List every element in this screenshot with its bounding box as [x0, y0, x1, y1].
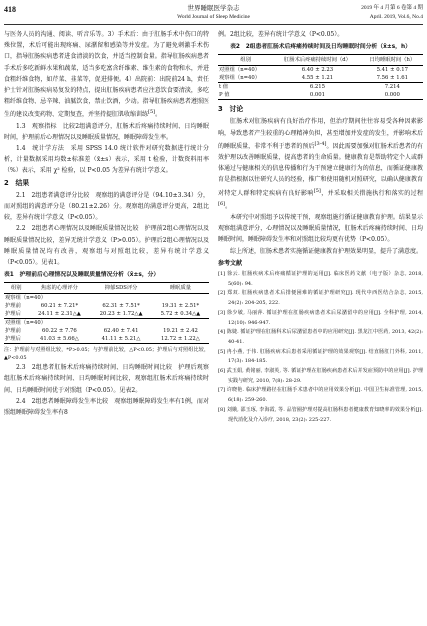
table-row: 护理前 60.22 ± 7.76 62.40 ± 7.41 19.21 ± 2.42 [5, 328, 198, 335]
right-column [218, 29, 423, 425]
reference-item: [5] 冉小燕, 于伟. 肛肠疾病术后患者采用循证护理的效果观察[J]. 结直肠肛门外科, 2011, 17(3): 184-185. [218, 348, 423, 365]
table-header: 组别 [4, 283, 29, 294]
reference-item: [3] 徐少敏, 马丽萍. 循证护理在肛肠疾病患者术后尿潴留中的应用[J]. 全科护理, 2014, 12(10): 946-947. [218, 309, 423, 326]
issue-date-cn: 2019 年 4 月第 6 卷第 4 期 [361, 5, 423, 11]
table-row: 对照组（n=40） 6.40 ± 2.23 5.41 ± 0.17 [219, 67, 409, 74]
table-row: t 值 6.215 7.214 [218, 83, 423, 92]
table-header: 肛肠术后疼痛持续时间（d） [273, 55, 361, 66]
reference-item: [4] 陈婕. 循证护理在肛肠科术后尿潴留患者中的应用研究[J]. 黑龙江中医药, 2013, 42(2): 40-41. [218, 329, 423, 345]
table-1 [4, 282, 209, 344]
page-number: 418 [4, 5, 16, 14]
reference-item: [1] 徐云. 肛肠疾病术后疼痛循证护理的运用[J]. 临床医药文献（电子版）杂志, 2018, 5(60): 94. [218, 271, 423, 287]
references-title: 参考文献 [218, 259, 243, 267]
discussion-paragraph-2: 本研究中对照组予以传统干预，观察组施行循证健康教育护理。结果显示观察组满意评分，心理情况以及睡眠质量情况，肛肠术后疼痛持续时间、日均睡眠时间，睡眠障碍发生率和对照组比较均更有优势（P<0.05）。 [218, 214, 423, 244]
paragraph-nursing-care: 与医务人员的沟通、阅读、听音乐等。3）手术后：由于肛肠手术中伤口的特殊位置，术后可能出现疼痛、尿潴留和感染等并发症。为了避免刺激手术伤口，指导肛肠疾病患者进食清淡的饮食，并适当控制食量。指导肛肠疾病患者手术后多吃新鲜水果和蔬菜，适当多吃富含纤维素、维生素的食物和水，并进食粗纤维食物，如芹菜、韭菜等，促进排便。4）出院前：出院前24 h，责任护士针对肛肠疾病易复发的特点，提出肛肠疾病患者应注意饮食要清淡，多吃粗纤维食物、忌辛辣、油腻饮食，禁止饮酒，少动。指导肛肠疾病患者遵照医生的建议改变药物、定期复查，并坚持提肛肌收缩训练[5]。 [4, 31, 209, 119]
table-header: 睡眠质量 [152, 283, 209, 294]
section-2-4-continued: 例。2组比较，差异有统计学意义（P<0.05）。 [218, 31, 344, 38]
table-group-label: 对照组（n=40） [4, 319, 209, 328]
table-2 [218, 54, 423, 100]
table-row: 护理后 24.11 ± 2.31△▲ 20.23 ± 1.72△▲ 5.72 ± 0.34△▲ [5, 311, 201, 318]
issue-info [361, 4, 423, 22]
table-row: 护理前 60.21 ± 7.21* 62.31 ± 7.51* 19.31 ± 2.51* [5, 303, 200, 310]
section-heading-results: 2 结果 [4, 178, 30, 187]
table-header: 焦虑的心理评分 [29, 283, 91, 294]
journal-title-cn: 世界睡眠医学杂志 [187, 4, 240, 12]
issue-date-en: April. 2019, Vol.6, No.4 [369, 14, 423, 20]
reference-list [218, 270, 423, 425]
table-2-title: 表2 2组患者肛肠术后疼痛持续时间及日均睡眠时间分析（x̄±s，h） [230, 44, 411, 51]
section-1-3: 1.3 观察指标 比较2组满意评分，肛肠术后疼痛持续时间、日均睡眠时间，护理前后心理情况以及睡眠质量情况，睡眠障碍发生率。 [4, 122, 209, 141]
table-row: 护理后 41.03 ± 5.66△ 41.11 ± 5.21△ 12.72 ± 1.22△ [5, 336, 200, 343]
section-2-1: 2.1 2组患者满意评分比较 观察组的满意评分是（94.10±3.34）分，而对照组的满意评分是（80.21±2.26）分。观察组的满意评分更高，2组比较，差异有统计学意义（P<0.05）。 [4, 191, 209, 222]
table-header: 抑郁SDS评分 [90, 283, 152, 294]
section-heading-discussion: 3 讨论 [218, 105, 244, 114]
table-row: P 值 0.001 0.000 [219, 92, 400, 99]
table-header: 日均睡眠时间（h） [362, 55, 423, 66]
table-row: 观察组（n=40） 4.55 ± 1.21 7.56 ± 1.61 [219, 75, 409, 82]
section-2-4: 2.4 2组患者睡眠障碍发生率比较 观察组睡眠障碍发生率有1例，而对照组睡眠障碍发生率有8 [4, 397, 209, 417]
reference-item: [7] 许晓艳. 临床护理路径在肛肠手术患者中的应用效果分析[J]. 中国卫生标准管理, 2015, 6(18): 259-260. [218, 387, 423, 404]
table-1-note: 注：护理前与对照组比较，*P>0.05；与护理前比较，△P<0.05；护理后与对照组比较，▲P<0.05 [4, 347, 209, 362]
journal-title-en: World Journal of Sleep Medicine [177, 14, 250, 20]
section-1-4: 1.4 统计学方法 采用 SPSS 14.0 统计软件对研究数据进行统计分析，计量数据采用均数±标准差（x̄±s）表示，采用 t 检验，计数资料用率（%）表示，采用 χ² 检验，以 P<0.05 为差异有统计学意义。 [4, 145, 209, 175]
reference-item: [2] 郑双. 肛肠疾病患者术后排便困难的循证护理研究[J]. 现代中西医结合杂志, 2015, 24(2): 204-205, 222. [218, 290, 423, 307]
reference-item: [8] 刘娥, 邵玉琢, 李海霞, 等. 品管圈护理对提高肛肠科患者健康教育知晓率的效果分析[J]. 现代消化及介入诊疗, 2018, 23(2): 225-227. [218, 406, 423, 423]
table-1-title: 表1 护理前后心理情况以及睡眠质量情况分析（x̄±s，分） [4, 272, 160, 279]
reference-item: [6] 武玉娟, 黄铭丽, 李淑英, 等. 循证护理在肛肠疾病患者术后并发症预防中的应用[J]. 护理实践与研究, 2010, 7(8): 28-29. [218, 368, 423, 384]
page-header [4, 3, 423, 25]
discussion-paragraph-3: 综上所述，肛肠术患者实施循证健康教育护理效果明显，提升了满意度。 [230, 247, 423, 255]
left-column [4, 29, 209, 418]
section-2-2: 2.2 2组患者心理情况以及睡眠质量情况比较 护理前2组心理情况以及睡眠质量情况比较，差异无统计学意义（P>0.05）。护理后2组心理情况以及睡眠质量情况均有改善，观察组与对照组比较，差异有统计学意义（P<0.05）。见表1。 [4, 225, 209, 267]
table-group-label: 观察组（n=40） [5, 295, 47, 302]
table-header: 组别 [218, 55, 273, 66]
section-2-3: 2.3 2组患者肛肠术后疼痛持续时间、日均睡眠时间比较 护理后观察组肛肠术后疼痛持续时间、日均睡眠时间比较，观察组肛肠术后疼痛持续时间、日均睡眠时间优于对照组（P<0.05）。见表2。 [4, 364, 209, 394]
discussion-paragraph-1: 肛肠术对肛肠疾病有良好治疗作用，但治疗期间往往容易受各种因素影响，导致患者产生较重的心理精神负担，甚至增加并发症的发生，并影响术后的睡眠质量，非常不利于患者的预后[3-4]。因此需要加强对肛肠术后患者的有效护理以改善睡眠质量，提高患者的生命质量。健康教育是帮助特定个人或群体通过与健康相关的信息传播和行为干预建立健康行为的信息，而循证健康教育是指根据以往研究人员的经验，推广和使用随机对照研究，以确认健康教育对特定人群和特定疾病有良好影响[5]，并采取相关措施执行和落实的过程[6]。 [218, 118, 423, 210]
